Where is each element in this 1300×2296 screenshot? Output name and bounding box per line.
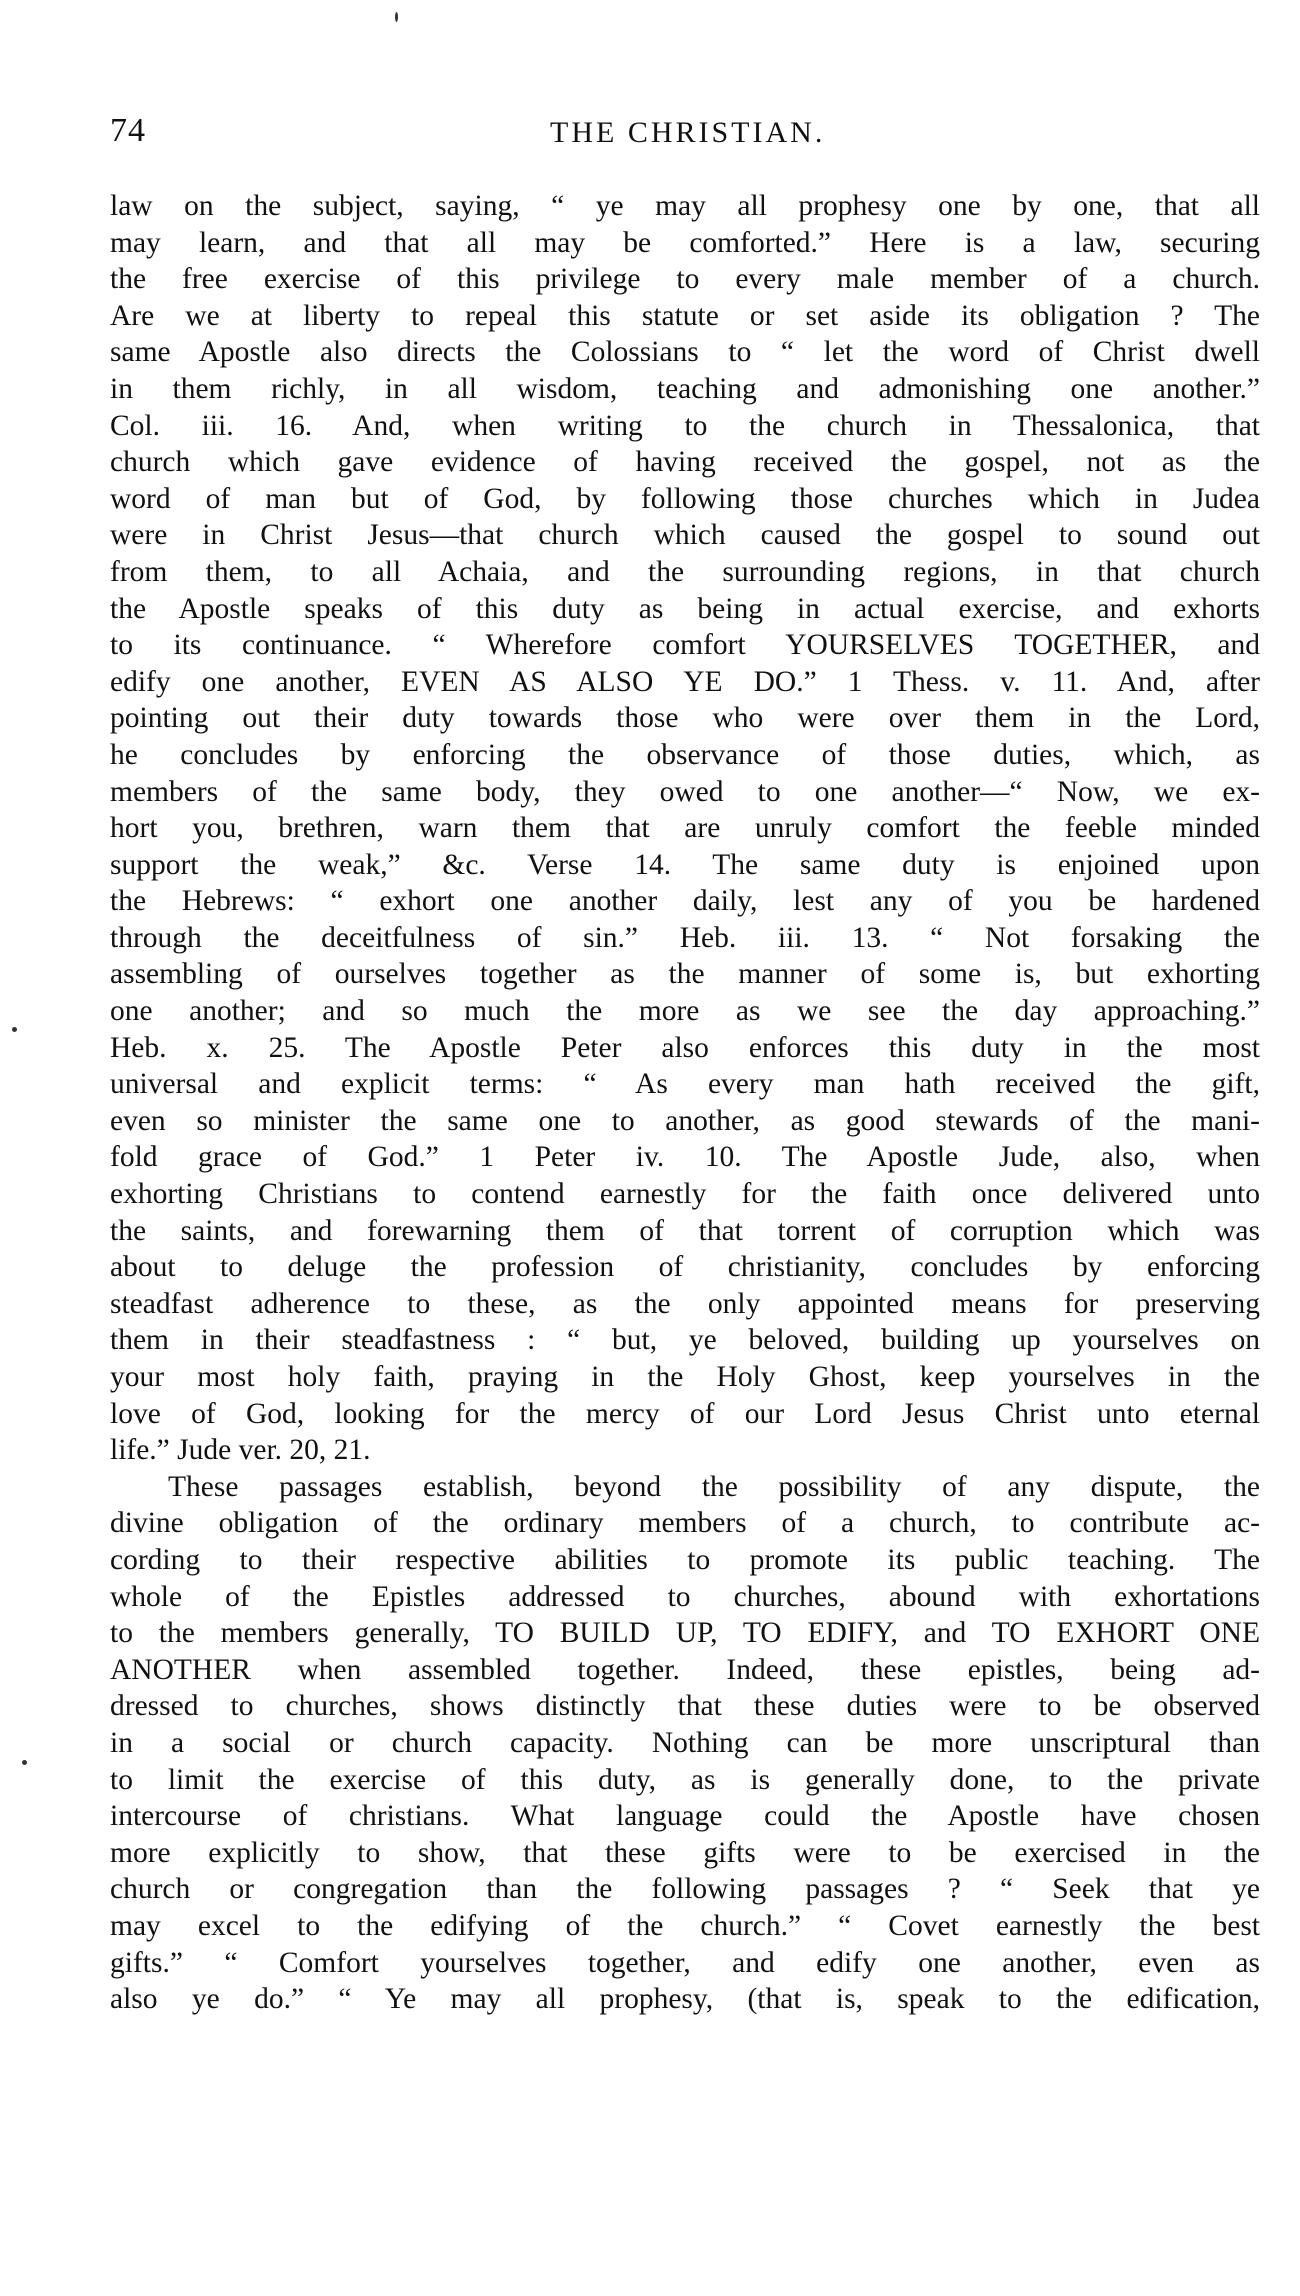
text-line: also ye do.” “ Ye may all prophesy, (that is, speak to the edification, bbox=[110, 1983, 1260, 2016]
text-line: about to deluge the profession of christianity, concludes by enforcing bbox=[110, 1251, 1260, 1284]
text-line: Col. iii. 16. And, when writing to the church in Thessalonica, that bbox=[110, 409, 1260, 442]
text-line: intercourse of christians. What language could the Apostle have chosen bbox=[110, 1800, 1260, 1833]
text-line: steadfast adherence to these, as the only appointed means for preserving bbox=[110, 1287, 1260, 1320]
text-line: law on the subject, saying, “ ye may all prophesy one by one, that all bbox=[110, 190, 1260, 222]
text-line: from them, to all Achaia, and the surrounding regions, in that church bbox=[110, 555, 1260, 588]
text-line: may learn, and that all may be comforted.” Here is a law, securing bbox=[110, 226, 1260, 259]
text-line: same Apostle also directs the Colossians to “ let the word of Christ dwell bbox=[110, 336, 1260, 369]
text-line: he concludes by enforcing the observance of those duties, which, as bbox=[110, 738, 1260, 771]
text-line: fold grace of God.” 1 Peter iv. 10. The Apostle Jude, also, when bbox=[110, 1141, 1260, 1174]
text-line: love of God, looking for the mercy of our Lord Jesus Christ unto eternal bbox=[110, 1397, 1260, 1430]
text-line: ANOTHER when assembled together. Indeed, these epistles, being ad- bbox=[110, 1653, 1260, 1686]
text-line: church which gave evidence of having received the gospel, not as the bbox=[110, 446, 1260, 479]
text-line: support the weak,” &c. Verse 14. The same duty is enjoined upon bbox=[110, 848, 1260, 881]
text-line: the saints, and forewarning them of that torrent of corruption which was bbox=[110, 1214, 1260, 1247]
page-number: 74 bbox=[110, 112, 146, 149]
text-line: the Apostle speaks of this duty as being in actual exercise, and exhorts bbox=[110, 592, 1260, 625]
text-line: in them richly, in all wisdom, teaching and admonishing one another.” bbox=[110, 372, 1260, 405]
text-line: them in their steadfastness : “ but, ye beloved, building up yourselves on bbox=[110, 1324, 1260, 1357]
text-line: even so minister the same one to another, as good stewards of the mani- bbox=[110, 1104, 1260, 1137]
text-line: were in Christ Jesus—that church which caused the gospel to sound out bbox=[110, 519, 1260, 552]
text-line: one another; and so much the more as we see the day approaching.” bbox=[110, 995, 1260, 1028]
text-line: pointing out their duty towards those who were over them in the Lord, bbox=[110, 702, 1260, 735]
text-line: through the deceitfulness of sin.” Heb. iii. 13. “ Not forsaking the bbox=[110, 921, 1260, 954]
text-line: universal and explicit terms: “ As every man hath received the gift, bbox=[110, 1068, 1260, 1101]
text-line: assembling of ourselves together as the manner of some is, but exhorting bbox=[110, 958, 1260, 991]
text-line: members of the same body, they owed to one another—“ Now, we ex- bbox=[110, 775, 1260, 808]
text-line-paragraph-start: These passages establish, beyond the possibility of any dispute, the bbox=[168, 1470, 1260, 1503]
running-title: THE CHRISTIAN. bbox=[550, 116, 826, 149]
text-line: hort you, brethren, warn them that are unruly comfort the feeble minded bbox=[110, 812, 1260, 845]
text-line: gifts.” “ Comfort yourselves together, and edify one another, even as bbox=[110, 1946, 1260, 1979]
text-line: to its continuance. “ Wherefore comfort YOURSELVES TOGETHER, and bbox=[110, 629, 1260, 662]
text-line: edify one another, EVEN AS ALSO YE DO.” 1 Thess. v. 11. And, after bbox=[110, 665, 1260, 698]
scan-speck-margin-lower bbox=[22, 1760, 27, 1765]
text-line: church or congregation than the following passages ? “ Seek that ye bbox=[110, 1873, 1260, 1906]
page-header bbox=[110, 112, 1260, 156]
text-line: exhorting Christians to contend earnestly for the faith once delivered unto bbox=[110, 1178, 1260, 1211]
text-line: word of man but of God, by following those churches which in Judea bbox=[110, 482, 1260, 515]
text-line-paragraph-end: life.” Jude ver. 20, 21. bbox=[110, 1434, 371, 1467]
text-line: dressed to churches, shows distinctly that these duties were to be observed bbox=[110, 1690, 1260, 1723]
text-line: may excel to the edifying of the church.” “ Covet earnestly the best bbox=[110, 1909, 1260, 1942]
scan-speck-top bbox=[395, 12, 398, 22]
text-line: Heb. x. 25. The Apostle Peter also enforces this duty in the most bbox=[110, 1031, 1260, 1064]
text-line: your most holy faith, praying in the Holy Ghost, keep yourselves in the bbox=[110, 1361, 1260, 1393]
text-line: to the members generally, TO BUILD UP, TO EDIFY, and TO EXHORT ONE bbox=[110, 1617, 1260, 1650]
text-line: in a social or church capacity. Nothing can be more unscriptural than bbox=[110, 1726, 1260, 1759]
text-line: the Hebrews: “ exhort one another daily, lest any of you be hardened bbox=[110, 885, 1260, 918]
text-line: cording to their respective abilities to promote its public teaching. The bbox=[110, 1543, 1260, 1576]
scan-speck-margin-upper bbox=[12, 1027, 17, 1032]
text-line: divine obligation of the ordinary members of a church, to contribute ac- bbox=[110, 1507, 1260, 1540]
text-line: to limit the exercise of this duty, as is generally done, to the private bbox=[110, 1763, 1260, 1796]
text-line: Are we at liberty to repeal this statute or set aside its obligation ? The bbox=[110, 299, 1260, 332]
text-line: more explicitly to show, that these gifts were to be exercised in the bbox=[110, 1836, 1260, 1869]
text-line: whole of the Epistles addressed to churches, abound with exhortations bbox=[110, 1580, 1260, 1613]
text-line: the free exercise of this privilege to every male member of a church. bbox=[110, 263, 1260, 296]
body-text bbox=[110, 188, 1260, 2018]
